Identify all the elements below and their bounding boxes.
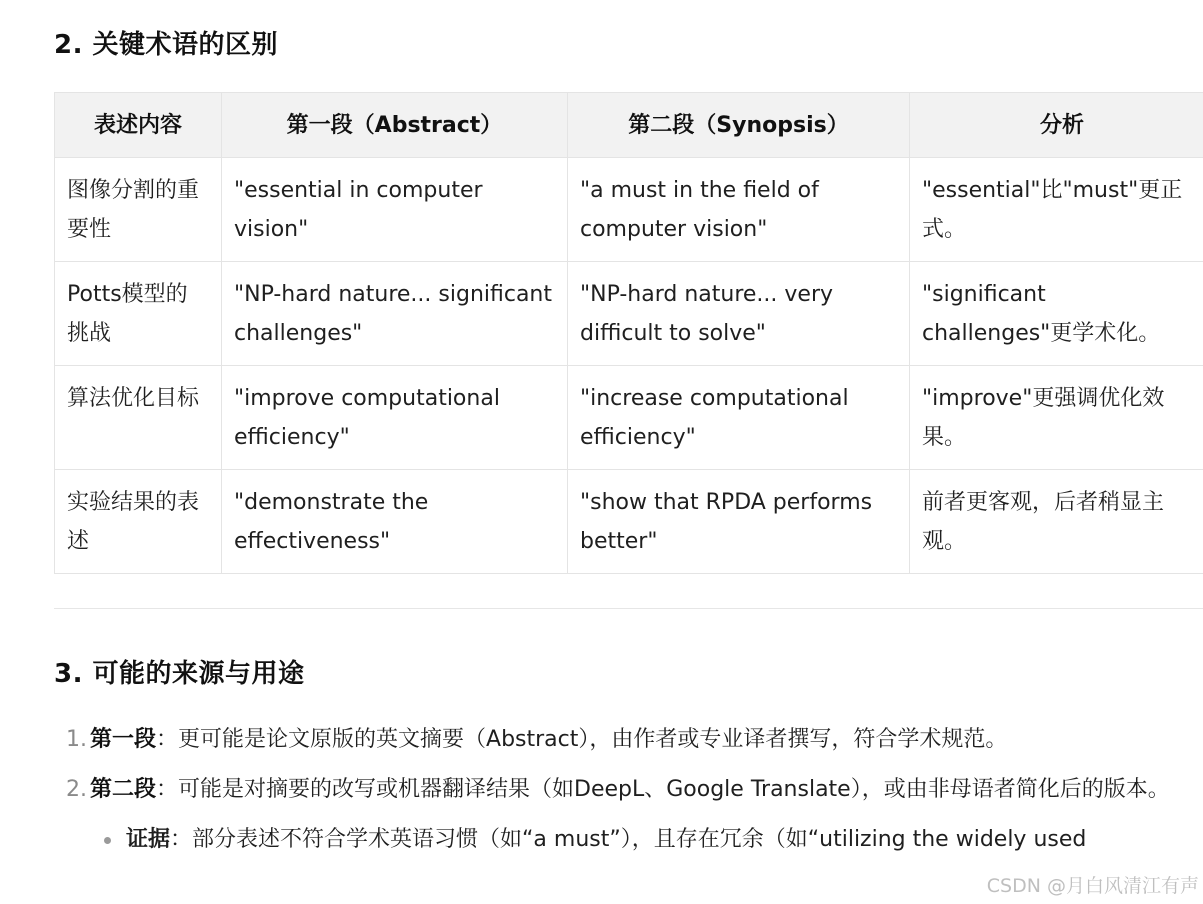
cell-text: "essential in computer vision"	[234, 178, 483, 242]
section-divider	[54, 608, 1203, 609]
watermark: CSDN @月白风清江有声	[986, 875, 1199, 897]
table-cell	[568, 366, 910, 470]
table-row	[55, 366, 1203, 470]
cell-text: "increase computational efficiency"	[580, 386, 849, 450]
cell-text: 实验结果的表述	[67, 490, 200, 554]
table-cell	[55, 470, 222, 574]
bullet-item-text: ：部分表述不符合学术英语习惯（如“a must”），且存在冗余（如“utilizing the widely used	[170, 827, 1087, 852]
list-number: 2.	[66, 777, 87, 802]
table-cell	[55, 262, 222, 366]
list-item-text: ：可能是对摘要的改写或机器翻译结果（如DeepL、Google Translate），或由非母语者简化后的版本。	[156, 777, 1170, 802]
table-header-cell: 第一段（Abstract）	[222, 93, 568, 158]
table-row	[55, 262, 1203, 366]
list-item-label: 第一段	[90, 727, 157, 752]
bullet-icon	[104, 837, 111, 844]
cell-text: "show that RPDA performs better"	[580, 490, 873, 554]
section-heading-3: 3. 可能的来源与用途	[54, 659, 305, 689]
table-cell	[222, 366, 568, 470]
table-cell	[910, 366, 1203, 470]
table-cell	[568, 158, 910, 262]
cell-text: "improve computational efficiency"	[234, 386, 500, 450]
section-heading-2: 2. 关键术语的区别	[54, 30, 279, 60]
table-cell	[55, 366, 222, 470]
cell-text: "improve"更强调优化效果。	[922, 386, 1165, 450]
table-cell	[910, 262, 1203, 366]
cell-text: "demonstrate the effectiveness"	[234, 490, 429, 554]
cell-text: 图像分割的重要性	[67, 178, 200, 242]
comparison-table	[54, 92, 1203, 574]
table-cell	[910, 470, 1203, 574]
cell-text: "a must in the field of computer vision"	[580, 178, 819, 242]
table-header-cell: 第二段（Synopsis）	[568, 93, 910, 158]
table-row	[55, 158, 1203, 262]
table-cell	[568, 262, 910, 366]
list-item-text: ：更可能是论文原版的英文摘要（Abstract），由作者或专业译者撰写，符合学术规范。	[156, 727, 1008, 752]
list-item-label: 第二段	[90, 777, 157, 802]
bullet-item-label: 证据	[126, 827, 171, 852]
list-item	[54, 770, 1203, 810]
table-row	[55, 470, 1203, 574]
cell-text: 前者更客观，后者稍显主观。	[922, 490, 1165, 554]
table-header-cell: 分析	[910, 93, 1203, 158]
cell-text: "significant challenges"更学术化。	[922, 282, 1161, 346]
table-cell	[222, 158, 568, 262]
ordered-list	[54, 720, 1203, 860]
table-cell	[222, 470, 568, 574]
list-number: 1.	[66, 727, 87, 752]
bullet-list-item	[54, 820, 1203, 860]
cell-text: Potts模型的挑战	[67, 282, 188, 346]
cell-text: "NP-hard nature... significant challenges"	[234, 282, 553, 346]
cell-text: "essential"比"must"更正式。	[922, 178, 1183, 242]
list-item	[54, 720, 1203, 760]
table-header-row	[55, 93, 1203, 158]
table-header-cell: 表述内容	[55, 93, 222, 158]
table-cell	[568, 470, 910, 574]
table-cell	[55, 158, 222, 262]
cell-text: "NP-hard nature... very difficult to solve"	[580, 282, 834, 346]
cell-text: 算法优化目标	[67, 386, 200, 411]
table-cell	[910, 158, 1203, 262]
table-cell	[222, 262, 568, 366]
